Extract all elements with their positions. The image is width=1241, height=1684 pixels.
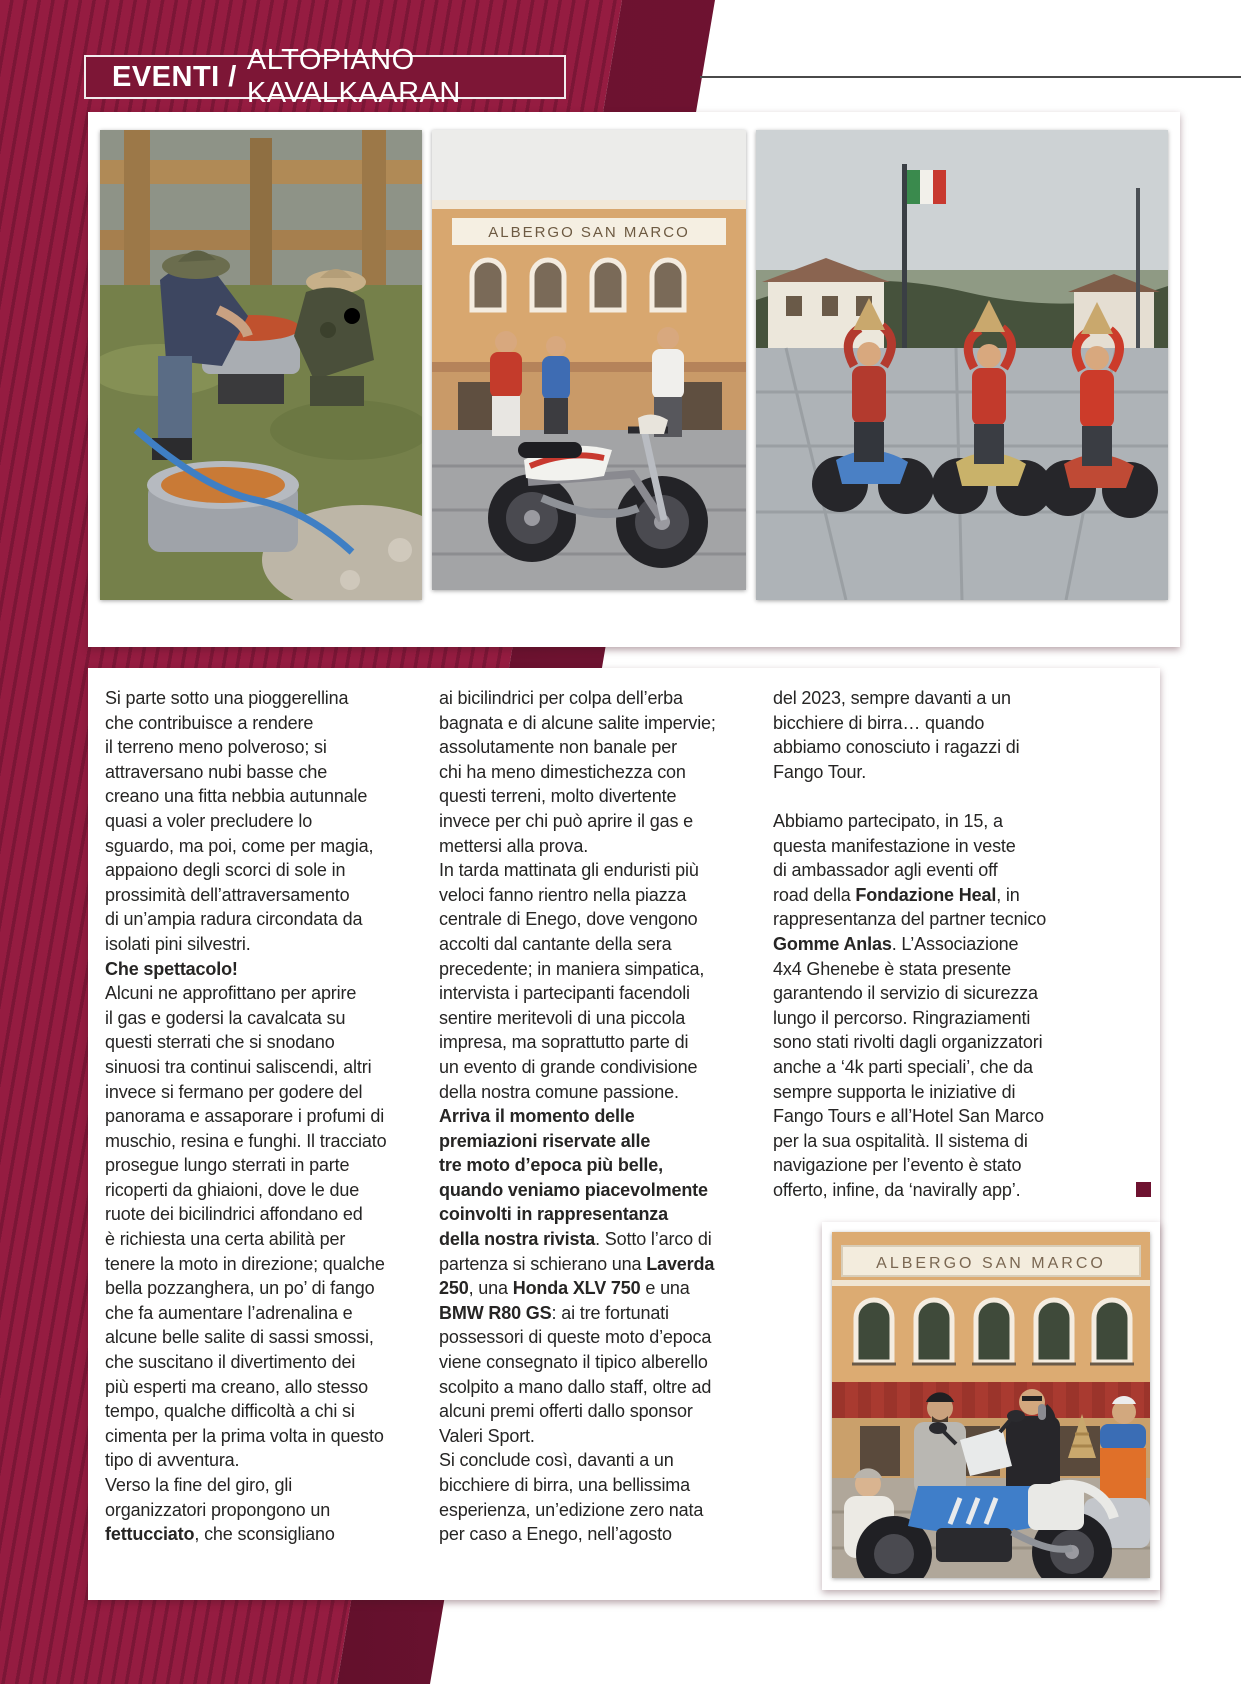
text-line: centrale di Enego, dove vengono <box>439 909 698 930</box>
text-line: abbiamo conosciuto i ragazzi di <box>773 737 1020 758</box>
article-column-1 <box>105 686 429 1547</box>
text-line: sempre supporta le iniziative di <box>773 1081 1016 1102</box>
photo-enduro-bike-albergo <box>432 130 746 590</box>
fence-post <box>124 130 150 290</box>
text-line: che fa aumentare l’adrenalina e <box>105 1302 353 1323</box>
paragraph <box>105 957 429 982</box>
text-line: partenza si schierano una Laverda <box>439 1253 715 1274</box>
photo-panel <box>88 112 1180 647</box>
text-line: cimenta per la prima volta in questo <box>105 1425 384 1446</box>
paragraph-spacer <box>773 784 1097 809</box>
text-line: Valeri Sport. <box>439 1425 535 1446</box>
sky <box>432 130 746 210</box>
article-end-marker <box>1136 1182 1151 1197</box>
text-line: alcuni premi offerti dallo sponsor <box>439 1401 693 1422</box>
text-line: veloci fanno rientro nella piazza <box>439 884 687 905</box>
text-line: attraversano nubi basse che <box>105 761 328 782</box>
text-line: per la sua ospitalità. Il sistema di <box>773 1130 1028 1151</box>
text-line: scolpito a mano dallo staff, oltre ad <box>439 1376 712 1397</box>
pasta <box>161 467 285 503</box>
text-line: sentire meritevoli di una piccola <box>439 1007 686 1028</box>
text-line: che contribuisce a rendere <box>105 712 314 733</box>
blue-fuel-tank <box>908 1486 1048 1534</box>
text-line: ruote dei bicilindrici affondano ed <box>105 1204 363 1225</box>
text-line: lungo il percorso. Ringraziamenti <box>773 1007 1031 1028</box>
bmw-award-illustration <box>832 1232 1150 1578</box>
section-banner <box>84 44 566 109</box>
rider-torso <box>852 366 886 424</box>
enduro-bike-illustration <box>432 130 746 590</box>
text-line: sono stati rivolti dagli organizzatori <box>773 1032 1043 1053</box>
winners-illustration <box>756 130 1168 600</box>
seat <box>518 442 582 458</box>
text-line: Verso la fine del giro, gli <box>105 1475 293 1495</box>
text-line: della nostra comune passione. <box>439 1081 679 1102</box>
text-line: per caso a Enego, nell’agosto <box>439 1524 672 1545</box>
camp-cooking-illustration <box>100 130 422 600</box>
mirror <box>1007 1410 1025 1422</box>
text-line: Fango Tours e all’Hotel San Marco <box>773 1106 1044 1127</box>
text-line: tipo di avventura. <box>105 1450 240 1471</box>
text-line: quasi a voler precludere lo <box>105 810 313 831</box>
text-line: viene consegnato il tipico alberello <box>439 1352 708 1373</box>
photo-bmw-award <box>832 1232 1150 1578</box>
text-line: il gas e godersi la cavalcata su <box>105 1007 346 1028</box>
text-line: In tarda mattinata gli enduristi più <box>439 860 699 881</box>
article-title: ALTOPIANO KAVALKAARAN <box>246 44 461 109</box>
text-line: Gomme Anlas. L’Associazione <box>773 933 1019 954</box>
fence-post <box>250 138 272 290</box>
text-line: Si parte sotto una pioggerellina <box>105 688 349 708</box>
section-label: EVENTI / <box>112 60 237 93</box>
text-line: il terreno meno polveroso; si <box>105 737 327 758</box>
header-rule-line <box>700 76 1241 78</box>
article-column-2 <box>439 686 763 1547</box>
text-line: ai bicilindrici per colpa dell’erba <box>439 688 683 708</box>
text-line: coinvolti in rappresentanza <box>439 1204 669 1225</box>
engine <box>936 1528 1012 1562</box>
text-line: quando veniamo piacevolmente <box>439 1179 708 1200</box>
paragraph <box>773 686 1097 784</box>
text-line: garantendo il servizio di sicurezza <box>773 983 1038 1004</box>
photo-winners-square <box>756 130 1168 600</box>
text-line: invece si fermano per godere del <box>105 1081 363 1102</box>
paragraph <box>773 809 1097 1203</box>
text-line: del 2023, sempre davanti a un <box>773 688 1011 708</box>
text-line: Alcuni ne approfittano per aprire <box>105 983 357 1004</box>
text-line: che suscitano il divertimento dei <box>105 1352 356 1373</box>
text-line: Fango Tour. <box>773 761 867 782</box>
bottom-photo-panel <box>822 1222 1160 1590</box>
text-line: questi terreni, molto divertente <box>439 786 677 807</box>
text-line: sinuosi tra continui saliscendi, altri <box>105 1056 372 1077</box>
text-line: bicchiere di birra, una bellissima <box>439 1475 691 1495</box>
text-line: prosegue lungo sterrati in parte <box>105 1155 350 1176</box>
text-line: questa manifestazione in veste <box>773 835 1016 856</box>
hotel-sign-text: ALBERGO SAN MARCO <box>488 224 690 241</box>
text-line: 250, una Honda XLV 750 e una <box>439 1278 690 1299</box>
text-line: BMW R80 GS: ai tre fortunati <box>439 1302 669 1323</box>
paragraph <box>439 686 763 858</box>
text-line: invece per chi può aprire il gas e <box>439 810 694 831</box>
text-line: isolati pini silvestri. <box>105 933 251 954</box>
text-line: è richiesta una certa abilità per <box>105 1229 346 1250</box>
text-line: alcune belle salite di sassi smossi, <box>105 1327 374 1348</box>
sunglasses <box>1022 1396 1042 1401</box>
text-line: appaiono degli scorci di sole in <box>105 860 346 881</box>
text-line: Che spettacolo! <box>105 958 238 979</box>
text-line: navigazione per l’evento è stato <box>773 1155 1022 1176</box>
text-line: prossimità dell’attraversamento <box>105 884 350 905</box>
pannier <box>1028 1484 1084 1530</box>
text-line: bagnata e di alcune salite impervie; <box>439 712 716 733</box>
text-line: di un’ampia radura circondata da <box>105 909 363 930</box>
microphone <box>1038 1404 1046 1420</box>
text-line: questi sterrati che si snodano <box>105 1032 335 1053</box>
text-line: chi ha meno dimestichezza con <box>439 761 686 782</box>
paragraph <box>105 686 429 957</box>
text-line: bella pozzanghera, un po’ di fango <box>105 1278 375 1299</box>
paragraph <box>439 1104 763 1448</box>
text-line: premiazioni riservate alle <box>439 1130 651 1151</box>
text-line: creano una fitta nebbia autunnale <box>105 786 368 807</box>
paragraph <box>105 1473 429 1547</box>
text-line: accolti dal cantante della sera <box>439 933 672 954</box>
text-line: assolutamente non banale per <box>439 737 677 758</box>
text-line: della nostra rivista. Sotto l’arco di <box>439 1229 712 1250</box>
rider-torso <box>972 368 1006 426</box>
paragraph <box>439 1448 763 1546</box>
paragraph <box>439 858 763 1104</box>
article-column-3 <box>773 686 1097 1202</box>
text-line: tenere la moto in direzione; qualche <box>105 1253 385 1274</box>
text-line: precedente; in maniera simpatica, <box>439 958 705 979</box>
text-line: rappresentanza del partner tecnico <box>773 909 1047 930</box>
paragraph <box>105 981 429 1473</box>
text-line: sguardo, ma poi, come per magia, <box>105 835 374 856</box>
text-line: anche a ‘4k parti speciali’, che da <box>773 1056 1033 1077</box>
text-line: fettucciato, che sconsigliano <box>105 1524 335 1545</box>
text-line: tempo, qualche difficoltà a chi si <box>105 1401 355 1422</box>
fence-post <box>362 130 386 290</box>
text-line: offerto, infine, da ‘navirally app’. <box>773 1179 1021 1200</box>
hotel-sign-text: ALBERGO SAN MARCO <box>876 1255 1106 1272</box>
text-line: organizzatori propongono un <box>105 1499 331 1520</box>
rider-torso <box>1080 370 1114 428</box>
text-line: Arriva il momento delle <box>439 1106 635 1127</box>
italian-flag <box>907 170 946 204</box>
text-line: panorama e assaporare i profumi di <box>105 1106 385 1127</box>
text-line: un evento di grande condivisione <box>439 1056 698 1077</box>
text-line: bicchiere di birra… quando <box>773 712 985 733</box>
text-line: Si conclude così, davanti a un <box>439 1450 674 1471</box>
text-line: Abbiamo partecipato, in 15, a <box>773 810 1003 831</box>
text-line: mettersi alla prova. <box>439 835 589 856</box>
photo-camp-cooking <box>100 130 422 600</box>
text-line: muschio, resina e funghi. Il tracciato <box>105 1130 387 1151</box>
text-line: road della Fondazione Heal, in <box>773 884 1020 905</box>
text-line: tre moto d’epoca più belle, <box>439 1155 663 1176</box>
text-line: possessori di queste moto d’epoca <box>439 1327 712 1348</box>
mirror <box>929 1422 947 1434</box>
text-line: intervista i partecipanti facendoli <box>439 983 690 1004</box>
text-line: ricoperti da ghiaioni, dove le due <box>105 1179 360 1200</box>
text-line: 4x4 Ghenebe è stata presente <box>773 958 1011 979</box>
text-line: impresa, ma soprattutto parte di <box>439 1032 689 1053</box>
text-line: esperienza, un’edizione zero nata <box>439 1499 704 1520</box>
text-line: di ambassador agli eventi off <box>773 860 998 881</box>
text-line: più esperti ma creano, allo stesso <box>105 1376 369 1397</box>
